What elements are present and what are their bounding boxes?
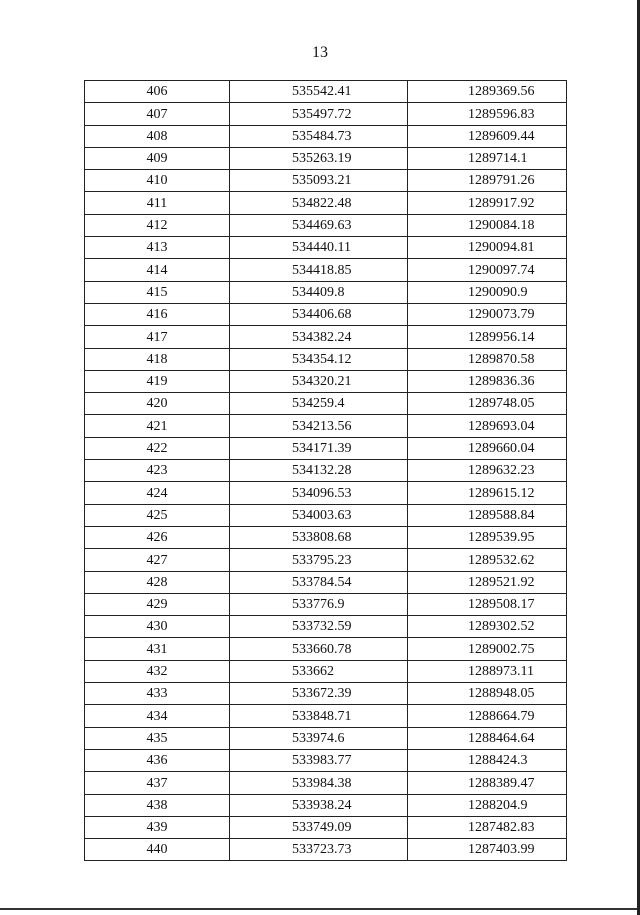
point-number-cell: 413: [85, 237, 230, 259]
point-number-cell: 429: [85, 593, 230, 615]
point-number-cell: 432: [85, 660, 230, 682]
point-number-cell: 422: [85, 437, 230, 459]
point-number-cell: 427: [85, 549, 230, 571]
y-coordinate-cell: 1288204.9: [408, 794, 567, 816]
point-number-cell: 421: [85, 415, 230, 437]
x-coordinate-cell: 534382.24: [230, 326, 408, 348]
x-coordinate-cell: 533938.24: [230, 794, 408, 816]
table-row: [85, 237, 567, 259]
x-coordinate-cell: 533795.23: [230, 549, 408, 571]
point-number-cell: 423: [85, 460, 230, 482]
point-number-cell: 436: [85, 749, 230, 771]
y-coordinate-cell: 1289508.17: [408, 593, 567, 615]
table-row: [85, 504, 567, 526]
x-coordinate-cell: 533749.09: [230, 816, 408, 838]
table-row: [85, 214, 567, 236]
table-row: [85, 170, 567, 192]
point-number-cell: 409: [85, 147, 230, 169]
x-coordinate-cell: 534354.12: [230, 348, 408, 370]
y-coordinate-cell: 1289714.1: [408, 147, 567, 169]
table-row: [85, 683, 567, 705]
y-coordinate-cell: 1288389.47: [408, 772, 567, 794]
x-coordinate-cell: 533974.6: [230, 727, 408, 749]
x-coordinate-cell: 533672.39: [230, 683, 408, 705]
y-coordinate-cell: 1287482.83: [408, 816, 567, 838]
point-number-cell: 440: [85, 839, 230, 861]
y-coordinate-cell: 1287403.99: [408, 839, 567, 861]
table-row: [85, 727, 567, 749]
table-row: [85, 103, 567, 125]
table-row: [85, 460, 567, 482]
x-coordinate-cell: 534003.63: [230, 504, 408, 526]
point-number-cell: 439: [85, 816, 230, 838]
y-coordinate-cell: 1290097.74: [408, 259, 567, 281]
point-number-cell: 417: [85, 326, 230, 348]
point-number-cell: 407: [85, 103, 230, 125]
x-coordinate-cell: 533808.68: [230, 526, 408, 548]
y-coordinate-cell: 1289748.05: [408, 393, 567, 415]
x-coordinate-cell: 534096.53: [230, 482, 408, 504]
y-coordinate-cell: 1288973.11: [408, 660, 567, 682]
x-coordinate-cell: 534213.56: [230, 415, 408, 437]
table-row: [85, 482, 567, 504]
point-number-cell: 420: [85, 393, 230, 415]
point-number-cell: 410: [85, 170, 230, 192]
x-coordinate-cell: 533732.59: [230, 616, 408, 638]
x-coordinate-cell: 534132.28: [230, 460, 408, 482]
table-row: [85, 794, 567, 816]
table-row: [85, 415, 567, 437]
y-coordinate-cell: 1289588.84: [408, 504, 567, 526]
x-coordinate-cell: 534822.48: [230, 192, 408, 214]
table-row: [85, 705, 567, 727]
point-number-cell: 431: [85, 638, 230, 660]
point-number-cell: 415: [85, 281, 230, 303]
point-number-cell: 437: [85, 772, 230, 794]
x-coordinate-cell: 533984.38: [230, 772, 408, 794]
point-number-cell: 430: [85, 616, 230, 638]
point-number-cell: 426: [85, 526, 230, 548]
y-coordinate-cell: 1290094.81: [408, 237, 567, 259]
point-number-cell: 428: [85, 571, 230, 593]
x-coordinate-cell: 534469.63: [230, 214, 408, 236]
table-row: [85, 571, 567, 593]
x-coordinate-cell: 533848.71: [230, 705, 408, 727]
y-coordinate-cell: 1290084.18: [408, 214, 567, 236]
y-coordinate-cell: 1289539.95: [408, 526, 567, 548]
table-row: [85, 192, 567, 214]
table-row: [85, 147, 567, 169]
y-coordinate-cell: 1288948.05: [408, 683, 567, 705]
point-number-cell: 406: [85, 81, 230, 103]
x-coordinate-cell: 533662: [230, 660, 408, 682]
table-row: [85, 616, 567, 638]
table-row: [85, 303, 567, 325]
x-coordinate-cell: 535542.41: [230, 81, 408, 103]
y-coordinate-cell: 1289836.36: [408, 370, 567, 392]
x-coordinate-cell: 534406.68: [230, 303, 408, 325]
table-row: [85, 326, 567, 348]
table-row: [85, 526, 567, 548]
y-coordinate-cell: 1289870.58: [408, 348, 567, 370]
point-number-cell: 411: [85, 192, 230, 214]
y-coordinate-cell: 1289615.12: [408, 482, 567, 504]
y-coordinate-cell: 1289917.92: [408, 192, 567, 214]
x-coordinate-cell: 535263.19: [230, 147, 408, 169]
x-coordinate-cell: 535497.72: [230, 103, 408, 125]
table-row: [85, 660, 567, 682]
point-number-cell: 435: [85, 727, 230, 749]
y-coordinate-cell: 1289532.62: [408, 549, 567, 571]
y-coordinate-cell: 1289609.44: [408, 125, 567, 147]
point-number-cell: 433: [85, 683, 230, 705]
y-coordinate-cell: 1290090.9: [408, 281, 567, 303]
table-row: [85, 370, 567, 392]
x-coordinate-cell: 534440.11: [230, 237, 408, 259]
y-coordinate-cell: 1289791.26: [408, 170, 567, 192]
x-coordinate-cell: 534320.21: [230, 370, 408, 392]
point-number-cell: 434: [85, 705, 230, 727]
y-coordinate-cell: 1290073.79: [408, 303, 567, 325]
x-coordinate-cell: 533784.54: [230, 571, 408, 593]
table-row: [85, 638, 567, 660]
y-coordinate-cell: 1288664.79: [408, 705, 567, 727]
coordinates-table: [84, 80, 567, 861]
bottom-rule: [0, 908, 640, 910]
point-number-cell: 414: [85, 259, 230, 281]
point-number-cell: 438: [85, 794, 230, 816]
y-coordinate-cell: 1289302.52: [408, 616, 567, 638]
x-coordinate-cell: 533723.73: [230, 839, 408, 861]
point-number-cell: 418: [85, 348, 230, 370]
x-coordinate-cell: 535093.21: [230, 170, 408, 192]
y-coordinate-cell: 1288424.3: [408, 749, 567, 771]
table-row: [85, 839, 567, 861]
y-coordinate-cell: 1289002.75: [408, 638, 567, 660]
y-coordinate-cell: 1288464.64: [408, 727, 567, 749]
table-row: [85, 549, 567, 571]
x-coordinate-cell: 534171.39: [230, 437, 408, 459]
y-coordinate-cell: 1289369.56: [408, 81, 567, 103]
y-coordinate-cell: 1289596.83: [408, 103, 567, 125]
y-coordinate-cell: 1289521.92: [408, 571, 567, 593]
point-number-cell: 416: [85, 303, 230, 325]
point-number-cell: 408: [85, 125, 230, 147]
point-number-cell: 419: [85, 370, 230, 392]
x-coordinate-cell: 533660.78: [230, 638, 408, 660]
point-number-cell: 425: [85, 504, 230, 526]
x-coordinate-cell: 533983.77: [230, 749, 408, 771]
table-row: [85, 281, 567, 303]
y-coordinate-cell: 1289956.14: [408, 326, 567, 348]
table-row: [85, 772, 567, 794]
table-row: [85, 348, 567, 370]
x-coordinate-cell: 534409.8: [230, 281, 408, 303]
page-number: 13: [312, 44, 328, 61]
table-row: [85, 81, 567, 103]
table-row: [85, 125, 567, 147]
x-coordinate-cell: 535484.73: [230, 125, 408, 147]
y-coordinate-cell: 1289693.04: [408, 415, 567, 437]
x-coordinate-cell: 534259.4: [230, 393, 408, 415]
table-row: [85, 259, 567, 281]
point-number-cell: 424: [85, 482, 230, 504]
table-row: [85, 593, 567, 615]
table-row: [85, 816, 567, 838]
point-number-cell: 412: [85, 214, 230, 236]
coordinates-table-body: [85, 81, 567, 861]
y-coordinate-cell: 1289632.23: [408, 460, 567, 482]
y-coordinate-cell: 1289660.04: [408, 437, 567, 459]
x-coordinate-cell: 533776.9: [230, 593, 408, 615]
table-row: [85, 393, 567, 415]
table-row: [85, 437, 567, 459]
table-row: [85, 749, 567, 771]
x-coordinate-cell: 534418.85: [230, 259, 408, 281]
